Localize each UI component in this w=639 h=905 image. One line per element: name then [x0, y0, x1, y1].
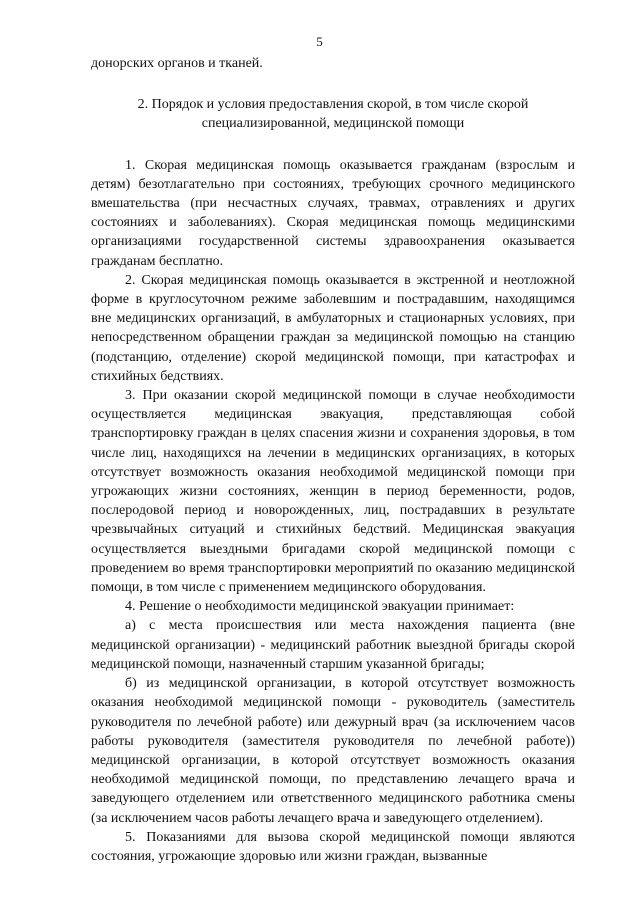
paragraph-5: 5. Показаниями для вызова скорой медицинской помощи являются состояния, угрожающие здоровью или жизни граждан, вызванные — [91, 829, 575, 864]
section-title — [91, 95, 575, 133]
section-title-line-2: специализированной, медицинской помощи — [201, 116, 465, 132]
section-title-line-1: 2. Порядок и условия предоставления скорой, в том числе скорой — [137, 97, 529, 113]
paragraph-2: 2. Скорая медицинская помощь оказывается в экстренной и неотложной форме в круглосуточном режиме заболевшим и пострадавшим, находящимся вне медицинских организаций, в амбулаторных и стационарных условиях, при непосредственном обращении граждан за медицинской помощью на станцию (подстанцию, отделение) скорой медицинской помощи, при катастрофах и стихийных бедствиях. — [91, 272, 575, 384]
top-fragment: донорских органов и тканей. — [91, 56, 263, 71]
paragraph-3: 3. При оказании скорой медицинской помощи в случае необходимости осуществляется медицинская эвакуация, представляющая собой транспортировку граждан в целях спасения жизни и сохранения здоровья, в том числе лиц, находящихся на лечении в медицинских организациях, в которых отсутствует возможность оказания необходимой медицинской помощи при угрожающих жизни состояниях, женщин в период беременности, родов, послеродовой период и новорожденных, лиц, пострадавших в результате чрезвычайных ситуаций и стихийных бедствий. Медицинская эвакуация осуществляется выездными бригадами скорой медицинской помощи с проведением во время транспортировки мероприятий по оказанию медицинской помощи, в том числе с применением медицинского оборудования. — [91, 388, 575, 596]
paragraph-4b: б) из медицинской организации, в которой отсутствует возможность оказания необходимой медицинской помощи - руководитель (заместитель руководителя по лечебной работе) или дежурный врач (за исключением часов работы руководителя (заместителя руководителя по лечебной работе)) медицинской организации, в которой отсутствует возможность оказания необходимой медицинской помощи, по представлению лечащего врача и заведующего отделением или ответственного медицинского работника смены (за исключением часов работы лечащего врача и заведующего отделением). — [91, 676, 575, 826]
paragraph-4a: а) с места происшествия или места нахождения пациента (вне медицинской организации) - медицинский работник выездной бригады скорой медицинской помощи, назначенный старшим указанной бригады; — [91, 618, 575, 672]
page-number: 5 — [316, 34, 323, 49]
paragraph-4: 4. Решение о необходимости медицинской эвакуации принимает: — [125, 599, 515, 615]
document-body — [91, 54, 575, 866]
paragraph-1: 1. Скорая медицинская помощь оказывается гражданам (взрослым и детям) безотлагательно при состояниях, требующих срочного медицинского вмешательства (при несчастных случаях, травмах, отравлениях и других состояниях и заболеваниях). Скорая медицинская помощь медицинскими организациями государственной системы здравоохранения оказывается гражданам бесплатно. — [91, 157, 575, 269]
